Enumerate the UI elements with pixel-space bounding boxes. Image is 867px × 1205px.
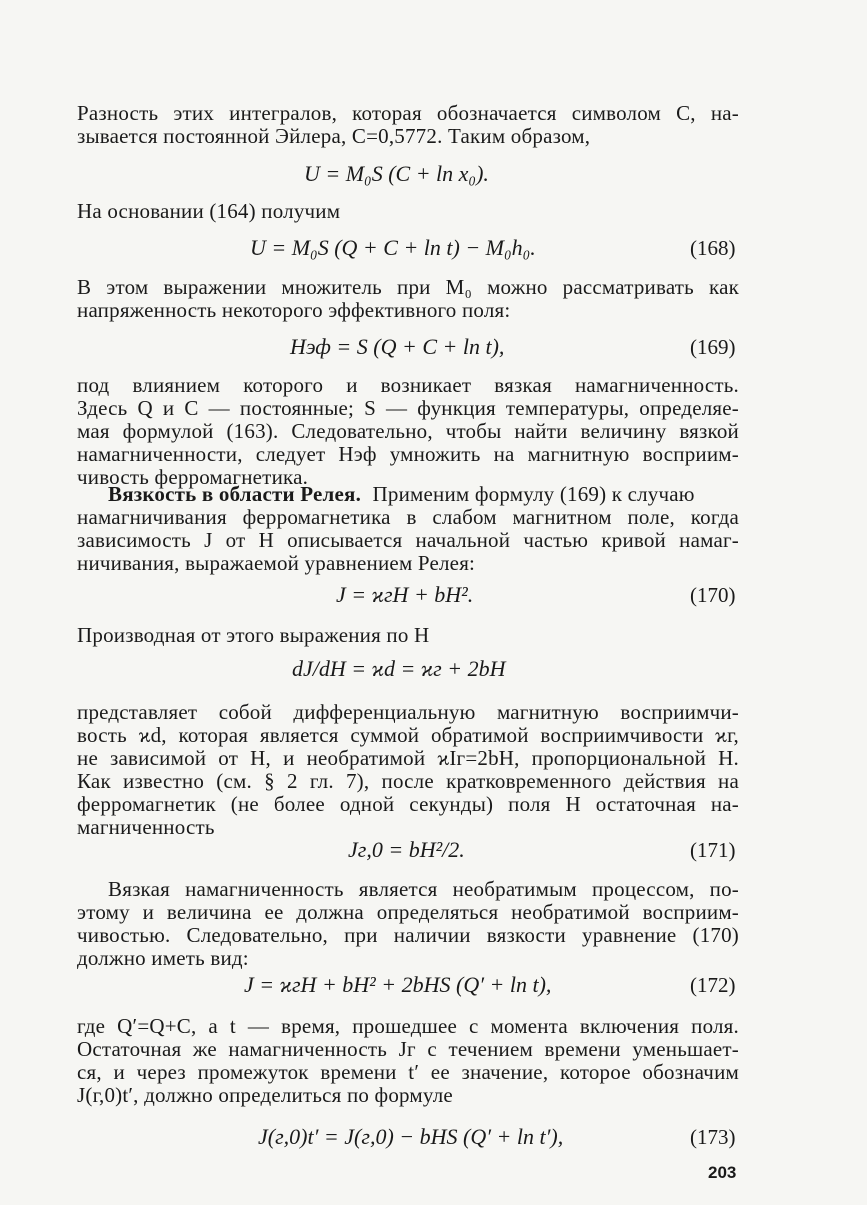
text-line: представляет собой дифференциальную магнитную восприимчи- [77, 700, 739, 724]
formula: dJ/dH = ϰd = ϰг + 2bH [292, 656, 506, 681]
text-line: Производная от этого выражения по H [77, 623, 430, 647]
formula: Jг,0 = bH²/2. [348, 837, 465, 862]
equation-number: (168) [690, 236, 736, 260]
section-run-in-heading [108, 482, 739, 506]
text-line: намагниченности, следует Hэф умножить на магнитную восприим- [77, 442, 739, 466]
text-line: намагничивания ферромагнетика в слабом магнитном поле, когда [77, 505, 739, 529]
text-line: ся, и через промежуток времени t′ ее значение, которое обозначим [77, 1060, 739, 1084]
text-line: чивость ферромагнетика. [77, 465, 309, 489]
formula: U = M₀S (C + ln x₀). [304, 161, 489, 186]
text-line: В этом выражении множитель при M₀ можно рассматривать как [77, 275, 739, 299]
equation-number: (173) [690, 1125, 736, 1149]
text-line: этому и величина ее должна определяться необратимой восприим- [77, 900, 739, 924]
text-line: Здесь Q и C — постоянные; S — функция температуры, определяе- [77, 396, 739, 420]
text-line: под влиянием которого и возникает вязкая намагниченность. [77, 373, 739, 397]
equation-number: (172) [690, 973, 736, 997]
text-line: ферромагнетик (не более одной секунды) поля H остаточная на- [77, 792, 739, 816]
formula: J = ϰгH + bH² + 2bHS (Q′ + ln t), [244, 972, 552, 997]
text-line: Вязкая намагниченность является необратимым процессом, по- [108, 877, 739, 901]
text-line: где Q′=Q+C, а t — время, прошедшее с момента включения поля. [77, 1014, 739, 1038]
equation-number: (169) [690, 335, 736, 359]
page-number: 203 [708, 1163, 737, 1182]
text-line: чивостью. Следовательно, при наличии вязкости уравнение (170) [77, 923, 739, 947]
formula: J = ϰгH + bH². [336, 582, 474, 607]
text-line: не зависимой от H, и необратимой ϰIг=2bH, пропорциональной H. [77, 746, 739, 770]
text-line: ничивания, выражаемой уравнением Релея: [77, 551, 476, 575]
equation-number: (171) [690, 838, 736, 862]
text-line: Остаточная же намагниченность Jг с течением времени уменьшает- [77, 1037, 739, 1061]
text-run: Применим формулу (169) к случаю [372, 482, 695, 506]
text-line: Как известно (см. § 2 гл. 7), после кратковременного действия на [77, 769, 739, 793]
formula: J(г,0)t′ = J(г,0) − bHS (Q′ + ln t′), [258, 1124, 564, 1149]
run-in-heading: Вязкость в области Релея. [108, 482, 362, 506]
formula: U = M₀S (Q + C + ln t) − M₀h₀. [250, 235, 536, 260]
text-line: J(г,0)t′, должно определиться по формуле [77, 1083, 453, 1107]
text-line: зависимость J от H описывается начальной частью кривой намаг- [77, 528, 739, 552]
text-line: магниченность [77, 815, 215, 839]
text-line: Разность этих интегралов, которая обозначается символом C, на- [77, 101, 739, 125]
text-line: зывается постоянной Эйлера, C=0,5772. Таким образом, [77, 124, 591, 148]
text-line: вость ϰd, которая является суммой обратимой восприимчивости ϰг, [77, 723, 739, 747]
text-line: На основании (164) получим [77, 199, 341, 223]
equation-number: (170) [690, 583, 736, 607]
text-line: должно иметь вид: [77, 946, 249, 970]
text-line: мая формулой (163). Следовательно, чтобы найти величину вязкой [77, 419, 739, 443]
text-line: напряженность некоторого эффективного поля: [77, 298, 511, 322]
formula: Hэф = S (Q + C + ln t), [290, 334, 505, 359]
